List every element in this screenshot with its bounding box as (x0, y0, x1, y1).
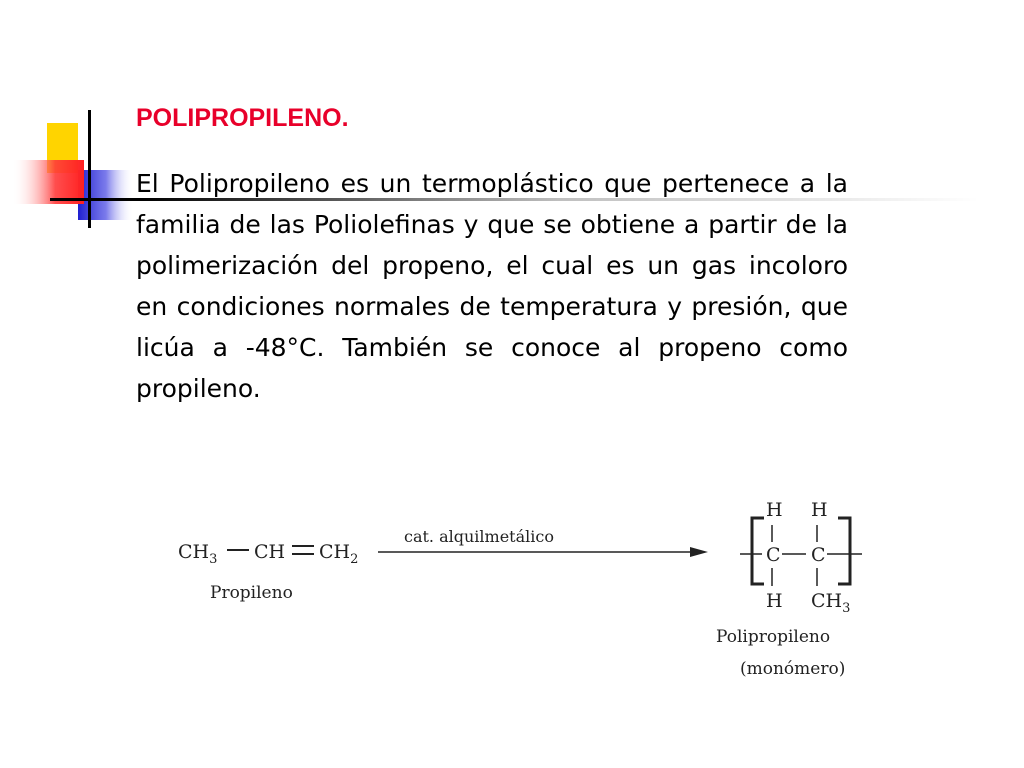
blue-square (78, 170, 134, 220)
slide-title: POLIPROPILENO. (136, 104, 349, 132)
reactant-formula (178, 541, 358, 567)
product-h-top-right: H (811, 499, 828, 521)
reaction-arrow-head (690, 547, 708, 557)
product-sublabel: (monómero) (740, 659, 846, 679)
product-h-top-left: H (766, 499, 783, 521)
vertical-line (88, 110, 91, 228)
reactant-ch: CH (254, 541, 286, 563)
red-bar (12, 160, 84, 204)
right-bracket (838, 518, 850, 584)
product-c-right: C (811, 544, 826, 566)
reactant-ch3: $CH_3$ (178, 541, 218, 567)
yellow-square (47, 123, 78, 173)
product-h-bottom: H (766, 590, 783, 612)
product-label: Polipropileno (716, 627, 831, 647)
reactant-ch2: $CH_2$ (319, 541, 359, 567)
left-bracket (752, 518, 764, 584)
reactant-label: Propileno (210, 583, 293, 603)
catalyst-label: cat. alquilmetálico (404, 527, 554, 546)
reaction-diagram (160, 490, 920, 700)
slide-paragraph: El Polipropileno es un termoplástico que pertenece a la familia de las Poliolefinas y que se obtiene a partir de la polimerización del propeno, el cual es un gas incoloro en condiciones normales de temperatura y presión, que licúa a -48°C. También se conoce al propeno como propileno. (136, 169, 848, 403)
product-ch3-bottom: $CH_3$ (811, 590, 851, 616)
product-structure (740, 499, 862, 616)
product-c-left: C (766, 544, 781, 566)
